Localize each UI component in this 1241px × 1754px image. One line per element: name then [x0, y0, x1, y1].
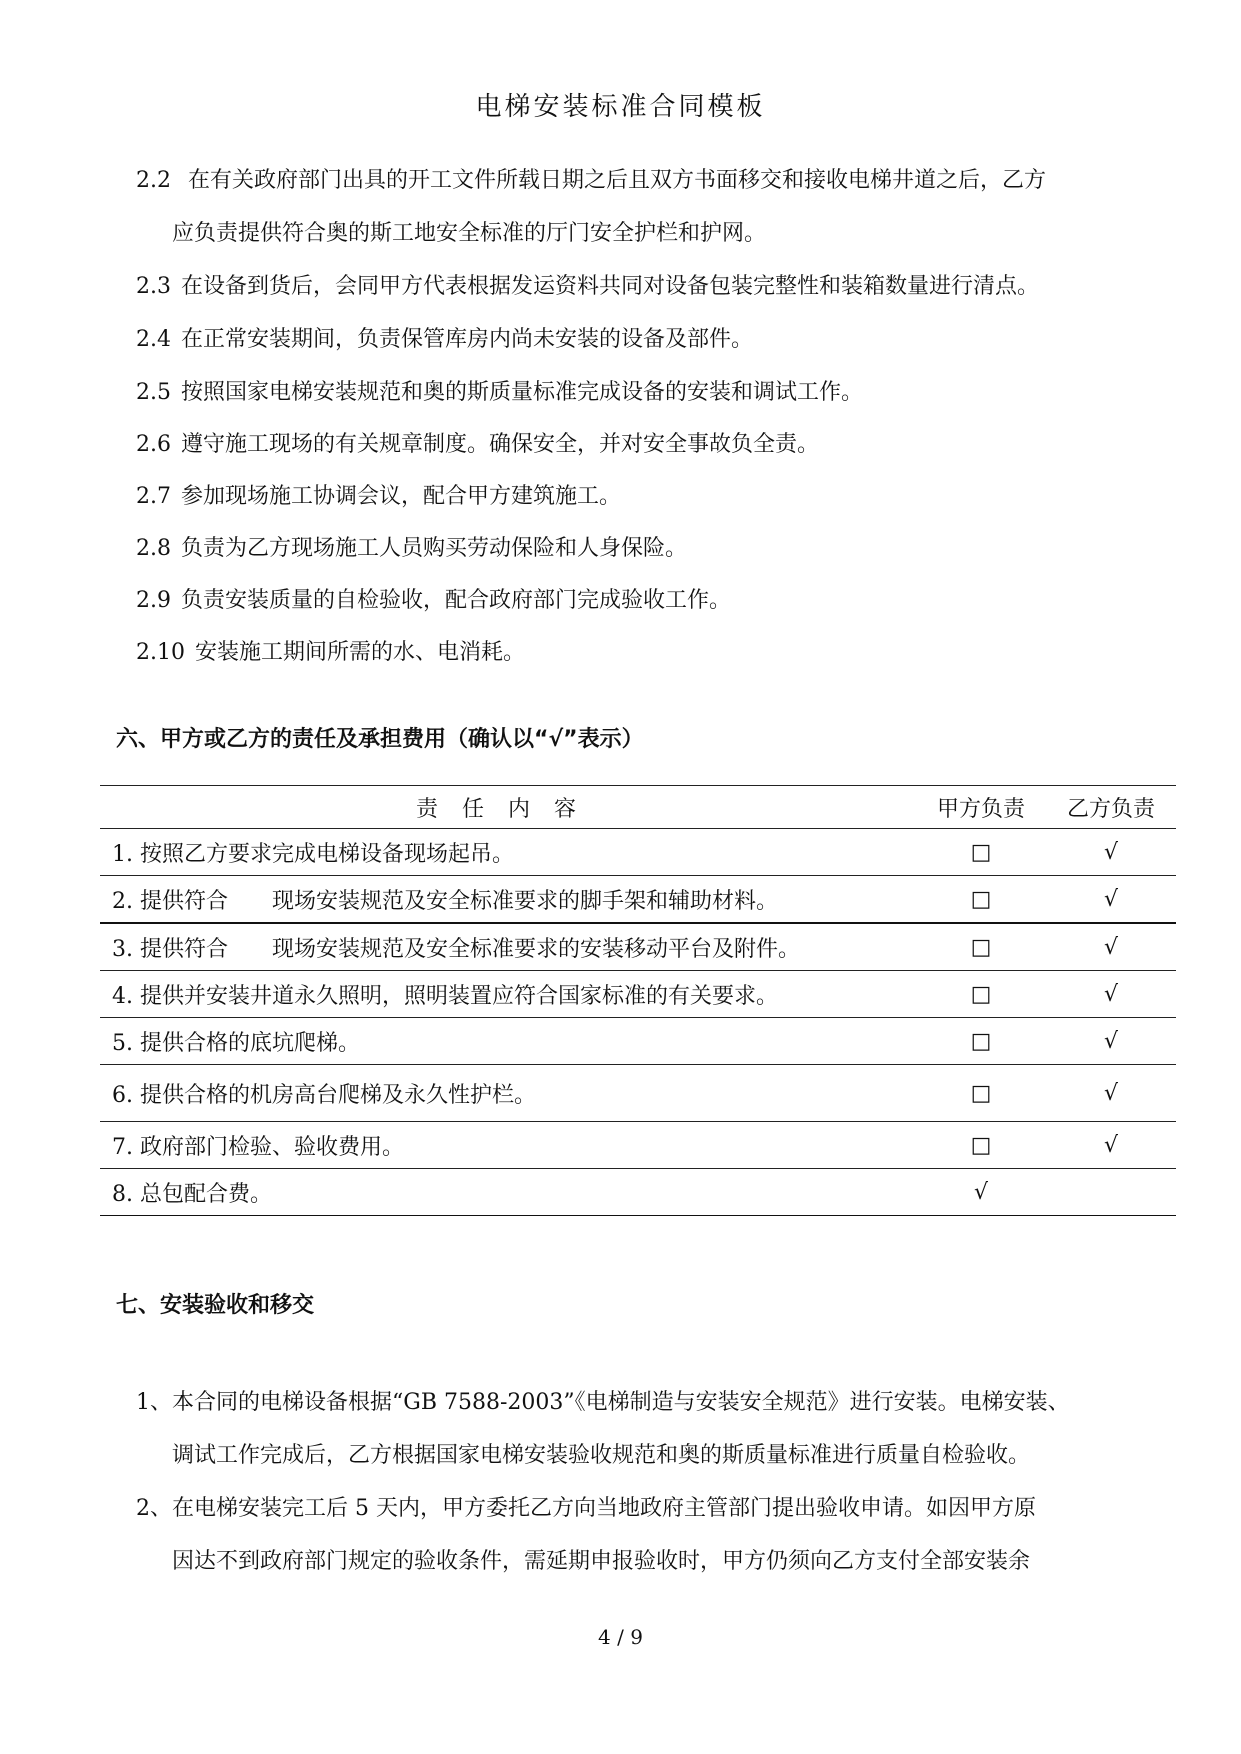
- table-row: [100, 1122, 1176, 1169]
- document-title: 电梯安装标准合同模板: [475, 92, 766, 122]
- clause-text: 遵守施工现场的有关规章制度。确保安全，并对安全事故负全责。: [181, 432, 820, 457]
- clause-text: 在正常安装期间，负责保管库房内尚未安装的设备及部件。: [181, 327, 754, 352]
- table-row: [100, 1169, 1176, 1216]
- party-a-mark: □: [916, 829, 1046, 876]
- clause-number: 2.3: [136, 274, 171, 299]
- party-b-mark: √: [1046, 1065, 1176, 1122]
- clause-number: 2.9: [136, 588, 171, 613]
- clause-number: 2.10: [136, 640, 185, 665]
- clause-2-3: [136, 260, 1166, 313]
- clause-2-9: [136, 574, 1166, 627]
- clause-text: 在有关政府部门出具的开工文件所载日期之后且双方书面移交和接收电梯井道之后，乙方: [188, 168, 1047, 193]
- party-b-mark: √: [1046, 971, 1176, 1018]
- clause-number: 2.7: [136, 484, 171, 509]
- table-row: [100, 829, 1176, 876]
- party-a-mark: □: [916, 1122, 1046, 1169]
- party-b-mark: √: [1046, 1018, 1176, 1065]
- party-b-mark: [1046, 1169, 1176, 1216]
- party-a-mark: □: [916, 923, 1046, 971]
- responsibility-item: 3. 提供符合 现场安装规范及安全标准要求的安装移动平台及附件。: [100, 923, 916, 971]
- party-b-mark: √: [1046, 923, 1176, 971]
- clause-text: 负责安装质量的自检验收，配合政府部门完成验收工作。: [181, 588, 732, 613]
- party-b-mark: √: [1046, 1122, 1176, 1169]
- clause-number: 2.5: [136, 380, 171, 405]
- clause-text: 安装施工期间所需的水、电消耗。: [194, 640, 525, 665]
- responsibility-item: 6. 提供合格的机房高台爬梯及永久性护栏。: [100, 1065, 916, 1122]
- paragraph-line-continued: 因达不到政府部门规定的验收条件，需延期申报验收时，甲方仍须向乙方支付全部安装余: [172, 1549, 1031, 1574]
- responsibility-item: 8. 总包配合费。: [100, 1169, 916, 1216]
- clause-2-5: [136, 366, 1166, 419]
- section-7-heading: 七、安装验收和移交: [116, 1293, 315, 1318]
- column-header-party-b: 乙方负责: [1046, 786, 1176, 829]
- clause-text: 按照国家电梯安装规范和奥的斯质量标准完成设备的安装和调试工作。: [181, 380, 864, 405]
- responsibility-item: 2. 提供符合 现场安装规范及安全标准要求的脚手架和辅助材料。: [100, 876, 916, 924]
- page-number: 4 / 9: [598, 1625, 643, 1649]
- party-b-mark: √: [1046, 829, 1176, 876]
- table-row: [100, 1018, 1176, 1065]
- section-6-heading: 六、甲方或乙方的责任及承担费用（确认以“√”表示）: [116, 727, 644, 752]
- column-header-content: 责任内容: [100, 786, 916, 829]
- table-header-row: [100, 786, 1176, 829]
- paragraph-line: 2、在电梯安装完工后 5 天内，甲方委托乙方向当地政府主管部门提出验收申请。如因甲方原: [136, 1496, 1036, 1521]
- clause-number: 2.2: [136, 168, 171, 193]
- party-a-mark: □: [916, 1065, 1046, 1122]
- party-a-mark: √: [916, 1169, 1046, 1216]
- clause-text: 参加现场施工协调会议，配合甲方建筑施工。: [181, 484, 622, 509]
- party-a-mark: □: [916, 971, 1046, 1018]
- responsibility-item: 5. 提供合格的底坑爬梯。: [100, 1018, 916, 1065]
- clause-2-8: [136, 522, 1166, 575]
- clause-number: 2.4: [136, 327, 171, 352]
- paragraph-line-continued: 调试工作完成后，乙方根据国家电梯安装验收规范和奥的斯质量标准进行质量自检验收。: [172, 1443, 1031, 1468]
- section-7-paragraph-1: [136, 1376, 1166, 1482]
- section-7-paragraph-2: [136, 1482, 1166, 1588]
- party-a-mark: □: [916, 1018, 1046, 1065]
- table-row: [100, 876, 1176, 924]
- clause-text: 负责为乙方现场施工人员购买劳动保险和人身保险。: [181, 536, 688, 561]
- table-row: [100, 971, 1176, 1018]
- responsibility-item: 4. 提供并安装井道永久照明，照明装置应符合国家标准的有关要求。: [100, 971, 916, 1018]
- clause-number: 2.6: [136, 432, 171, 457]
- responsibility-item: 7. 政府部门检验、验收费用。: [100, 1122, 916, 1169]
- party-a-mark: □: [916, 876, 1046, 924]
- clause-2-4: [136, 313, 1166, 366]
- clause-number: 2.8: [136, 536, 171, 561]
- clause-2-6: [136, 418, 1166, 471]
- clause-2-7: [136, 470, 1166, 523]
- responsibility-table: [100, 785, 1176, 1216]
- clause-2-2: [136, 154, 1166, 260]
- table-row: [100, 923, 1176, 971]
- clause-text-continued: 应负责提供符合奥的斯工地安全标准的厅门安全护栏和护网。: [172, 221, 767, 246]
- responsibility-item: 1. 按照乙方要求完成电梯设备现场起吊。: [100, 829, 916, 876]
- clause-text: 在设备到货后，会同甲方代表根据发运资料共同对设备包装完整性和装箱数量进行清点。: [181, 274, 1040, 299]
- column-header-party-a: 甲方负责: [916, 786, 1046, 829]
- table-row: [100, 1065, 1176, 1122]
- paragraph-line: 1、本合同的电梯设备根据“GB 7588-2003”《电梯制造与安装安全规范》进行安装。电梯安装、: [136, 1390, 1070, 1415]
- party-b-mark: √: [1046, 876, 1176, 924]
- clause-2-10: [136, 626, 1166, 679]
